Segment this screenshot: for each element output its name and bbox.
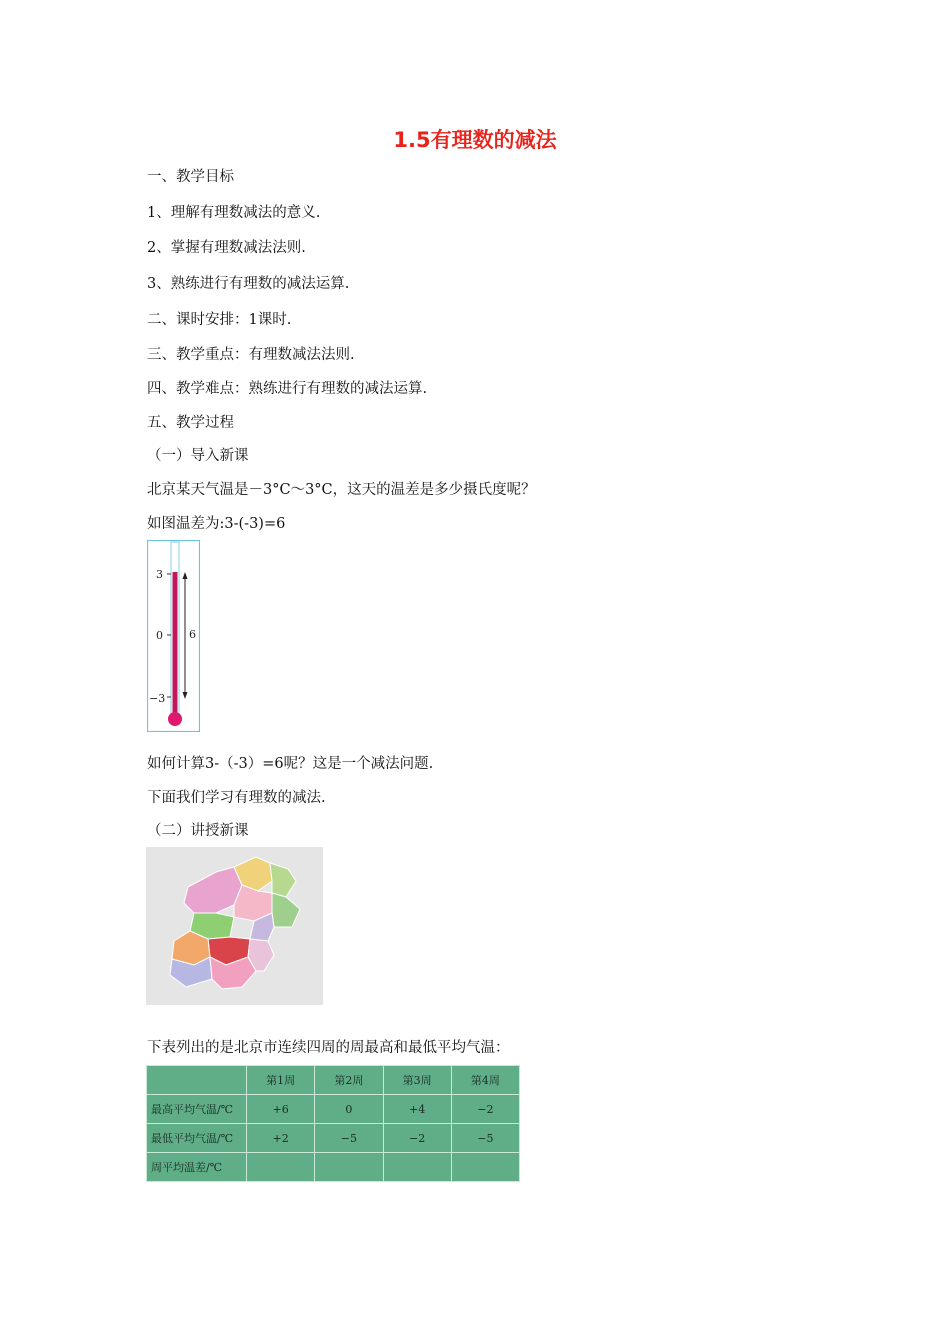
table-cell: −5 bbox=[315, 1124, 383, 1153]
section-process: 五、教学过程 bbox=[147, 415, 234, 431]
span-label: 6 bbox=[189, 628, 196, 641]
section-schedule: 二、课时安排：1课时. bbox=[147, 312, 292, 328]
section-objectives: 一、教学目标 bbox=[147, 169, 234, 185]
table-row bbox=[147, 1153, 520, 1182]
table-header-row bbox=[147, 1066, 520, 1095]
temperature-table bbox=[146, 1065, 520, 1182]
objective-2: 2、掌握有理数减法法则. bbox=[147, 240, 306, 256]
tick-label-0: 0 bbox=[156, 629, 163, 642]
thermometer-bulb bbox=[168, 712, 182, 726]
objective-3: 3、熟练进行有理数的减法运算. bbox=[147, 276, 350, 292]
table-row bbox=[147, 1124, 520, 1153]
subsection-intro: （一）导入新课 bbox=[147, 448, 249, 464]
table-header-cell: 第2周 bbox=[315, 1066, 383, 1095]
tick-label-minus-3: −3 bbox=[149, 692, 166, 705]
table-header-cell: 第4周 bbox=[451, 1066, 519, 1095]
tick-label-3: 3 bbox=[156, 568, 163, 581]
section-key-point: 三、教学重点：有理数减法法则. bbox=[147, 347, 355, 363]
table-cell: −2 bbox=[383, 1124, 451, 1153]
table-row-label: 最高平均气温/℃ bbox=[147, 1095, 247, 1124]
subsection-new-lesson: （二）讲授新课 bbox=[147, 823, 249, 839]
page-title: 1.5有理数的减法 bbox=[393, 128, 557, 152]
table-cell: −5 bbox=[451, 1124, 519, 1153]
table-cell: +2 bbox=[247, 1124, 315, 1153]
section-difficulty: 四、教学难点：熟练进行有理数的减法运算. bbox=[147, 381, 428, 397]
table-cell bbox=[247, 1153, 315, 1182]
table-header-cell: 第3周 bbox=[383, 1066, 451, 1095]
table-header-cell bbox=[147, 1066, 247, 1095]
table-row bbox=[147, 1095, 520, 1124]
table-header-cell: 第1周 bbox=[247, 1066, 315, 1095]
temperature-difference-text: 如图温差为:3-(-3)=6 bbox=[147, 516, 286, 532]
table-cell bbox=[315, 1153, 383, 1182]
how-to-compute-text: 如何计算3-（-3）=6呢？这是一个减法问题. bbox=[147, 756, 434, 772]
table-cell: +6 bbox=[247, 1095, 315, 1124]
table-cell bbox=[383, 1153, 451, 1182]
table-intro-text: 下表列出的是北京市连续四周的周最高和最低平均气温： bbox=[147, 1040, 510, 1056]
table-cell: 0 bbox=[315, 1095, 383, 1124]
beijing-district-map bbox=[146, 847, 323, 1005]
table-cell: −2 bbox=[451, 1095, 519, 1124]
table-cell: +4 bbox=[383, 1095, 451, 1124]
mercury-column bbox=[173, 572, 178, 718]
table-cell bbox=[451, 1153, 519, 1182]
learn-subtraction-text: 下面我们学习有理数的减法. bbox=[147, 790, 326, 806]
question-text: 北京某天气温是－3°C～3°C，这天的温差是多少摄氏度呢？ bbox=[147, 482, 536, 498]
thermometer-figure bbox=[147, 540, 200, 732]
objective-1: 1、理解有理数减法的意义. bbox=[147, 205, 321, 221]
table-row-label: 周平均温差/℃ bbox=[147, 1153, 247, 1182]
table-row-label: 最低平均气温/℃ bbox=[147, 1124, 247, 1153]
